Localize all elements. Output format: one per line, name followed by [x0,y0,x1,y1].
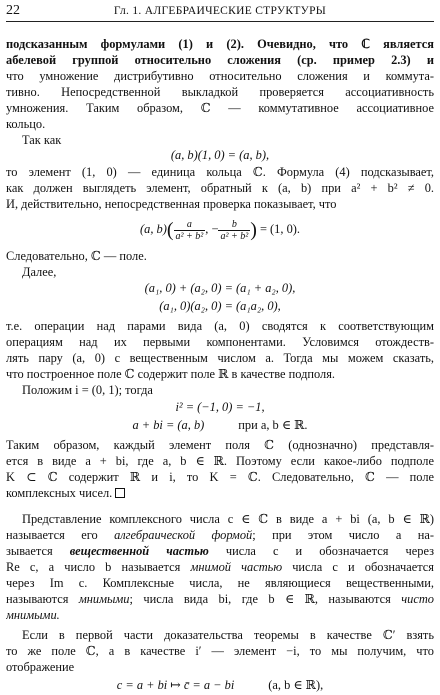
text-line: что построенное поле ℂ содержит поле ℝ в качестве подполя. [6,367,336,381]
text-line: подсказанным формулами (1) и (2). Очевидно, что ℂ является [6,37,434,51]
text-line: как должен выглядеть элемент, обратный к (a, b) при a² + b² ≠ 0. [6,181,434,195]
page-number: 22 [6,3,20,18]
text-line: операциям над их первыми компонентами. Условимся отождеств- [6,335,434,349]
term: чисто [401,592,434,606]
text-line [6,592,434,607]
equation: i² = (−1, 0) = −1, [175,400,265,414]
term: вещественной частью [69,544,209,558]
text-line: Таким образом, каждый элемент поля ℂ (однозначно) представля- [6,438,434,452]
equation-part: c = a + bi ↦ c̄ = a − bi [116,678,235,692]
text-line: ется в виде a + bi, где a, b ∈ ℝ. Поэтому если какое-либо подполе [6,454,434,468]
numerator: a [174,219,206,231]
fraction [174,219,206,242]
denominator: a² + b² [220,230,249,242]
text-line: т.е. операции над парами вида (a, 0) сводятся к соответствующим [6,319,434,333]
text-line: Следовательно, ℂ — поле. [6,249,147,263]
text-span: Re c, а число b называется [6,560,191,574]
equation [6,678,434,693]
equation-inverse: (a, b)( $\frac{a}{\text{a² + b²}}$ , − $\frac{b}{\text{a² + b²}}$ ) = (1, 0). [140,218,300,242]
text-line: тивно. Непосредственной выкладкой проверяется ассоциативность [6,85,434,99]
text-line: Представление комплексного числа c ∈ ℂ в виде a + bi (a, b ∈ ℝ) [22,512,434,526]
text-line [6,528,434,543]
equation-part: a + bi = (a, b) [132,418,205,432]
equation: (a₁, 0) + (a₂, 0) = (a₁ + a₂, 0), [144,281,296,295]
text-line: И, действительно, непосредственная проверка показывает, что [6,197,337,211]
text-span: числа c и обозначается через [208,544,434,558]
equation: (a, b)(1, 0) = (a, b), [170,148,270,162]
text-line: что умножение дистрибутивно относительно сложения и коммута- [6,69,434,83]
equation [6,418,434,433]
text-line: умножения. Таким образом, ℂ — коммутативное ассоциативное [6,101,434,115]
equation-part: , − [205,222,219,236]
text-line: лять пару (a, 0) с вещественным числом a. Тогда мы можем сказать, [6,351,434,365]
term: алгебраической формой [114,528,253,542]
equation: (a₁, 0)(a₂, 0) = (a₁a₂, 0), [159,299,281,313]
text-line [6,544,434,559]
text-line: отображение [6,660,75,674]
equation-part: (a, b) [140,222,167,236]
text-line: Далее, [22,265,57,279]
equation-part: (a, b ∈ ℝ), [268,678,324,692]
text-span: зывается [6,544,70,558]
numerator: b [218,219,250,231]
text-line [6,560,434,575]
running-header [6,3,434,22]
text-line: мнимыми. [6,608,60,622]
text-line: то элемент (1, 0) — единица кольца ℂ. Формула (4) подсказывает, [6,165,434,179]
text-span: называется его [6,528,115,542]
denominator: a² + b² [175,230,204,242]
text-line: кольцо. [6,117,46,131]
term: мнимой частью [190,560,283,574]
text-span: числа c и обозначается [282,560,434,574]
text-line: Так как [22,133,62,147]
text-line: K ⊂ ℂ содержит ℝ и i, то K = ℂ. Следовательно, ℂ — поле [6,470,434,484]
text-line: то же поле ℂ, а в качестве i′ — элемент −i, то мы получим, что [6,644,434,658]
fraction [218,219,250,242]
equation-part: = (1, 0). [256,222,300,236]
text-span: называются [6,592,79,606]
text-line: Если в первой части доказательства теоремы в качестве ℂ′ взять [22,628,434,642]
end-of-proof-icon [115,488,125,498]
text-span: ; при этом число a на- [252,528,434,542]
text-span: комплексных чисел. [6,486,113,500]
text-span: ; числа вида bi, где b ∈ ℝ, называются [129,592,402,606]
term: мнимыми [78,592,130,606]
text-line [6,486,434,501]
chapter-title: Гл. 1. АЛГЕБРАИЧЕСКИЕ СТРУКТУРЫ [113,5,327,17]
text-line: через Im c. Комплексные числа, не являющиеся вещественными, [6,576,434,590]
text-line: Положим i = (0, 1); тогда [22,383,153,397]
text-line: абелевой группой относительно сложения (ср. пример 2.3) и [6,53,434,67]
equation-part: при a, b ∈ ℝ. [238,418,308,432]
